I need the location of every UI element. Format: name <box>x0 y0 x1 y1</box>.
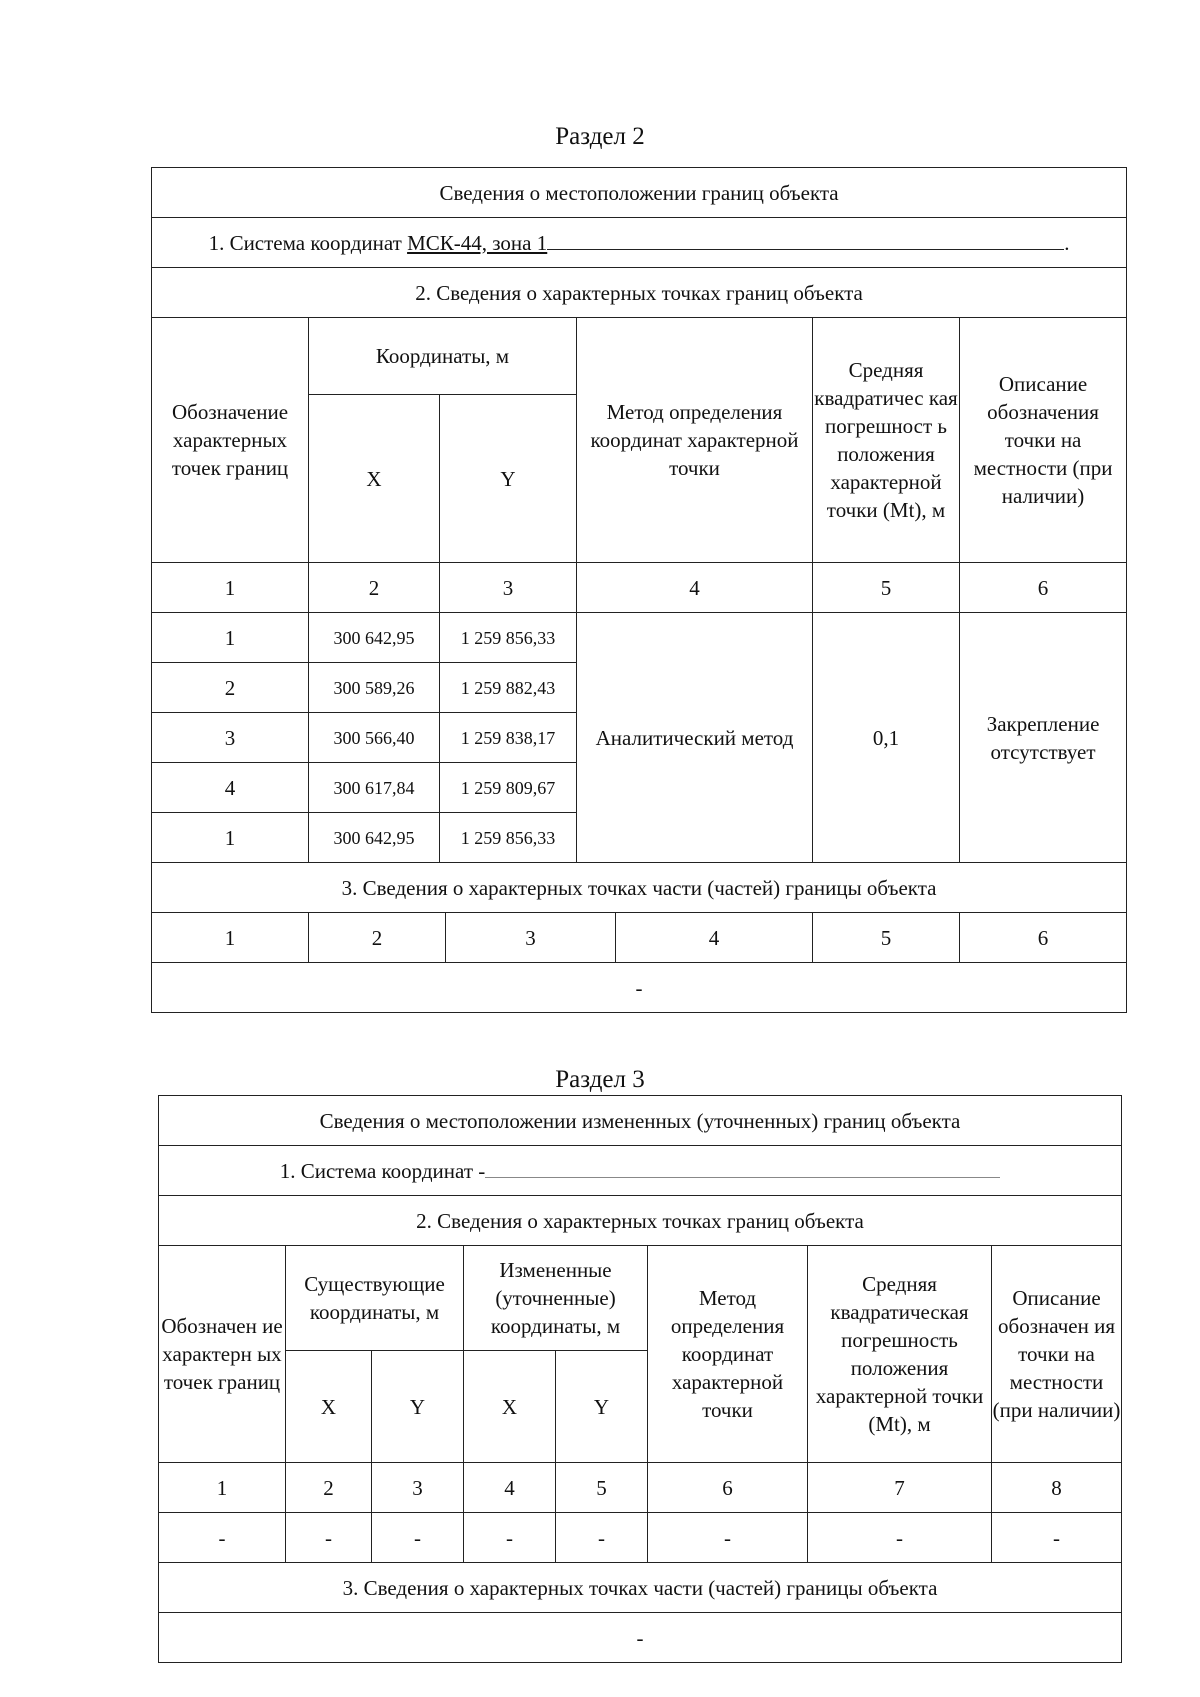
header-designation: Обозначение характерных точек границ <box>152 318 309 563</box>
header-x: X <box>286 1351 372 1463</box>
column-number: 5 <box>556 1463 648 1513</box>
description-value: Закрепление отсутствует <box>960 613 1127 863</box>
section2-parts-empty: - <box>152 963 1127 1013</box>
section3-points-heading: 2. Сведения о характерных точках границ объекта <box>159 1196 1122 1246</box>
empty-cell: - <box>648 1513 808 1563</box>
coord-y: 1 259 809,67 <box>440 763 577 813</box>
coord-y: 1 259 838,17 <box>440 713 577 763</box>
section2-table <box>151 167 1127 1013</box>
header-x: X <box>309 395 440 563</box>
header-y: Y <box>372 1351 464 1463</box>
header-error: Средняя квадратичес кая погрешност ь положения характерной точки (Mt), м <box>813 318 960 563</box>
point-number: 1 <box>152 613 309 663</box>
point-number: 1 <box>152 813 309 863</box>
coord-y: 1 259 856,33 <box>440 813 577 863</box>
header-description: Описание обозначен ия точки на местности (при наличии) <box>992 1246 1122 1463</box>
coord-system-fill-line <box>547 229 1064 250</box>
section3-heading: Раздел 3 <box>555 1066 645 1093</box>
section2-parts-heading: 3. Сведения о характерных точках части (частей) границы объекта <box>152 863 1127 913</box>
section2-heading: Раздел 2 <box>555 123 645 150</box>
header-coordinates: Координаты, м <box>309 318 577 395</box>
parts-column-number: 5 <box>813 913 960 963</box>
header-x: X <box>464 1351 556 1463</box>
column-number: 1 <box>159 1463 286 1513</box>
column-number: 7 <box>808 1463 992 1513</box>
coord-x: 300 642,95 <box>309 813 440 863</box>
parts-column-number: 2 <box>309 913 446 963</box>
empty-cell: - <box>159 1513 286 1563</box>
table-row <box>159 1513 1122 1563</box>
column-number: 1 <box>152 563 309 613</box>
section2-coord-system <box>152 218 1127 268</box>
coord-x: 300 617,84 <box>309 763 440 813</box>
point-number: 2 <box>152 663 309 713</box>
column-number: 5 <box>813 563 960 613</box>
coord-system-end: . <box>1064 230 1070 255</box>
section3-parts-empty: - <box>159 1613 1122 1663</box>
empty-cell: - <box>556 1513 648 1563</box>
section2-points-heading: 2. Сведения о характерных точках границ объекта <box>152 268 1127 318</box>
header-y: Y <box>556 1351 648 1463</box>
coord-y: 1 259 856,33 <box>440 613 577 663</box>
header-designation: Обозначен ие характерн ых точек границ <box>159 1246 286 1463</box>
header-existing: Существующие координаты, м <box>286 1246 464 1351</box>
empty-cell: - <box>464 1513 556 1563</box>
empty-cell: - <box>372 1513 464 1563</box>
column-number: 3 <box>440 563 577 613</box>
empty-cell: - <box>992 1513 1122 1563</box>
column-number: 3 <box>372 1463 464 1513</box>
table-row <box>152 613 1127 663</box>
section2-title: Сведения о местоположении границ объекта <box>152 168 1127 218</box>
column-number: 6 <box>960 563 1127 613</box>
point-number: 4 <box>152 763 309 813</box>
section3-parts-heading: 3. Сведения о характерных точках части (частей) границы объекта <box>159 1563 1122 1613</box>
coord-x: 300 642,95 <box>309 613 440 663</box>
parts-column-number: 6 <box>960 913 1127 963</box>
coord-system-fill-line <box>485 1157 1000 1178</box>
column-number: 4 <box>464 1463 556 1513</box>
column-number: 4 <box>577 563 813 613</box>
coord-system-value: - <box>478 1158 486 1183</box>
header-description: Описание обозначения точки на местности (при наличии) <box>960 318 1127 563</box>
column-number: 2 <box>286 1463 372 1513</box>
coord-system-label: 1. Система координат <box>208 230 402 255</box>
header-error: Средняя квадратическая погрешность положения характерной точки (Mt), м <box>808 1246 992 1463</box>
header-method: Метод определения координат характерной точки <box>648 1246 808 1463</box>
parts-column-number: 3 <box>446 913 616 963</box>
section3-table <box>158 1095 1122 1663</box>
section3-title: Сведения о местоположении измененных (уточненных) границ объекта <box>159 1096 1122 1146</box>
header-method: Метод определения координат характерной точки <box>577 318 813 563</box>
parts-column-number: 4 <box>616 913 813 963</box>
column-number: 8 <box>992 1463 1122 1513</box>
header-changed: Измененные (уточненные) координаты, м <box>464 1246 648 1351</box>
section3-coord-system <box>159 1146 1122 1196</box>
point-number: 3 <box>152 713 309 763</box>
coord-system-value: МСК-44, зона 1 <box>407 230 548 255</box>
header-y: Y <box>440 395 577 563</box>
empty-cell: - <box>808 1513 992 1563</box>
column-number: 6 <box>648 1463 808 1513</box>
coord-system-label: 1. Система координат <box>279 1158 473 1183</box>
parts-column-number: 1 <box>152 913 309 963</box>
empty-cell: - <box>286 1513 372 1563</box>
error-value: 0,1 <box>813 613 960 863</box>
column-number: 2 <box>309 563 440 613</box>
coord-x: 300 589,26 <box>309 663 440 713</box>
coord-x: 300 566,40 <box>309 713 440 763</box>
coord-y: 1 259 882,43 <box>440 663 577 713</box>
method-value: Аналитический метод <box>577 613 813 863</box>
